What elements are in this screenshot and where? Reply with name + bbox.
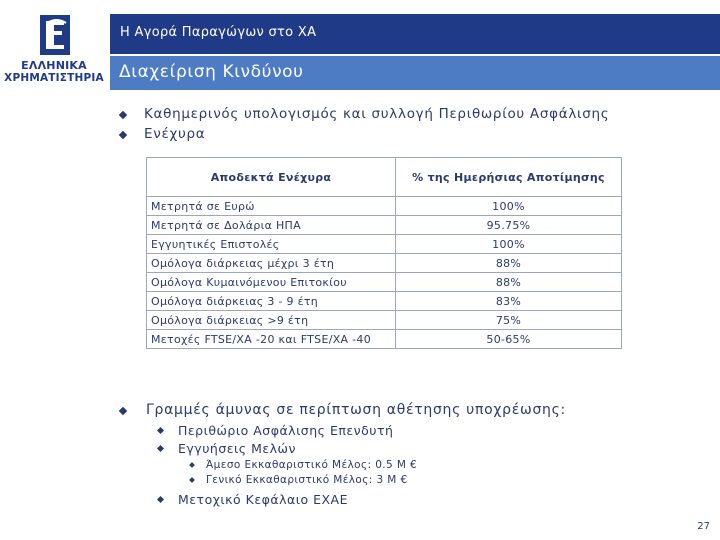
table-row [147,311,622,330]
bullet-icon [189,462,195,468]
logo-line2: ΧΡΗΜΑΤΙΣΤΗΡΙΑ [4,72,104,84]
bullet-icon [119,131,127,139]
collateral-type: Μετρητά σε Δολάρια ΗΠΑ [147,216,396,235]
logo [0,0,108,92]
column-header: % της Ημερήσιας Αποτίμησης [396,158,622,197]
table-row [147,292,622,311]
collateral-type: Μετοχές FTSE/ΧΑ -20 και FTSE/ΧΑ -40 [147,330,396,349]
bullet-text: Εγγυήσεις Μελών [178,441,296,456]
column-header: Αποδεκτά Ενέχυρα [147,158,396,197]
table-row [147,273,622,292]
bullet-text: Άμεσο Εκκαθαριστικό Μέλος: 0.5 Μ € [206,459,418,471]
page-number: 27 [697,521,710,532]
collateral-type: Μετρητά σε Ευρώ [147,197,396,216]
collateral-type: Ομόλογα διάρκειας 3 - 9 έτη [147,292,396,311]
bullet-icon [157,427,164,434]
table-row [147,216,622,235]
logo-line1: ΕΛΛΗΝΙΚΑ [21,59,87,72]
bullet-icon [157,445,164,452]
table-header-row [147,158,622,197]
header-bar [110,14,720,54]
collateral-percent: 88% [396,254,622,273]
bullet-text: Ενέχυρα [144,126,206,142]
collateral-percent: 83% [396,292,622,311]
bullet-icon [157,496,164,503]
bullet-text: Γραμμές άμυνας σε περίπτωση αθέτησης υποχρέωσης: [146,402,566,418]
collateral-percent: 50-65% [396,330,622,349]
bullet-icon [119,407,127,415]
exchange-logo-icon [40,15,70,55]
collateral-percent: 75% [396,311,622,330]
collateral-table [146,157,622,349]
table-row [147,235,622,254]
bullet-icon [119,111,127,119]
table-row [147,254,622,273]
collateral-percent: 88% [396,273,622,292]
collateral-percent: 100% [396,197,622,216]
collateral-percent: 100% [396,235,622,254]
collateral-percent: 95.75% [396,216,622,235]
collateral-type: Ομόλογα διάρκειας μέχρι 3 έτη [147,254,396,273]
collateral-type: Ομόλογα Κυμαινόμενου Επιτοκίου [147,273,396,292]
page-title: Διαχείριση Κινδύνου [119,62,304,82]
subtitle-bar [110,56,720,90]
collateral-type: Εγγυητικές Επιστολές [147,235,396,254]
bullet-text: Γενικό Εκκαθαριστικό Μέλος: 3 Μ € [206,474,408,486]
bullet-text: Περιθώριο Ασφάλισης Επενδυτή [178,423,394,438]
table-row [147,197,622,216]
table-row [147,330,622,349]
header-title: Η Αγορά Παραγώγων στο ΧΑ [120,25,317,40]
bullet-icon [189,477,195,483]
bullet-text: Μετοχικό Κεφάλαιο ΕΧΑΕ [178,492,348,507]
collateral-type: Ομόλογα διάρκειας >9 έτη [147,311,396,330]
bullet-text: Καθημερινός υπολογισμός και συλλογή Περιθωρίου Ασφάλισης [144,106,610,122]
